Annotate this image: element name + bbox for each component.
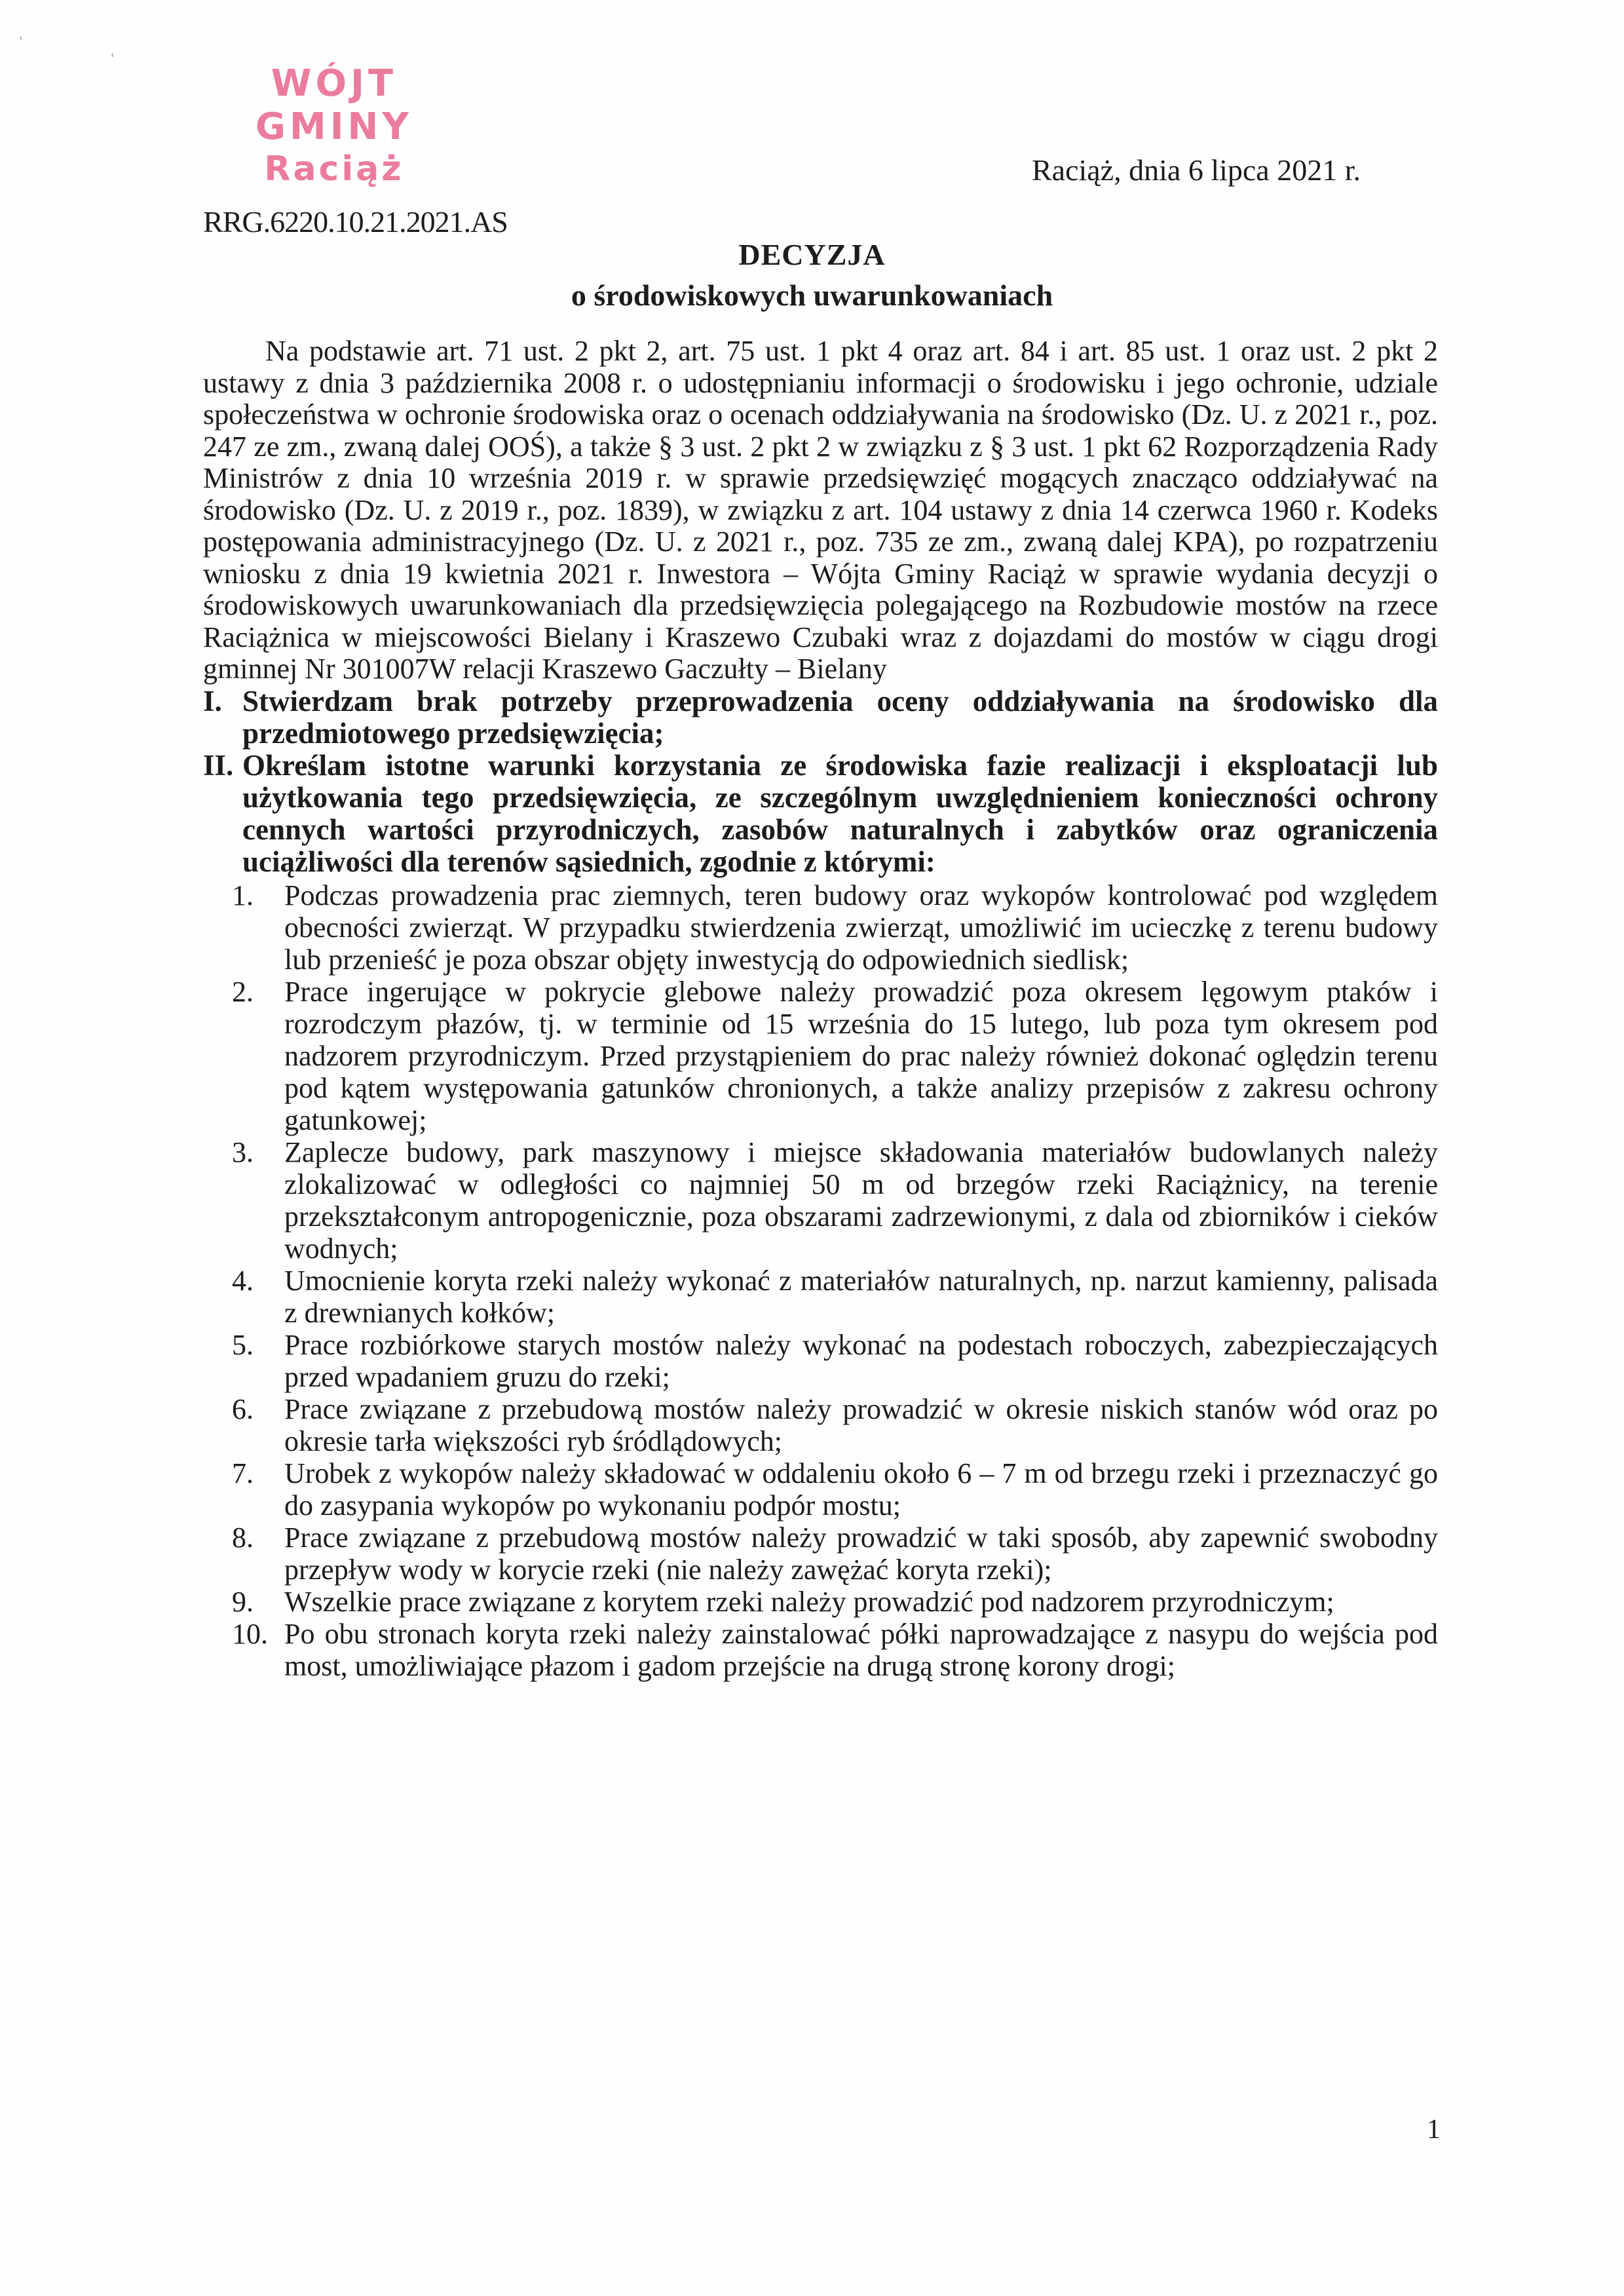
item-text: Prace rozbiórkowe starych mostów należy wykonać na podestach roboczych, zabezpieczających przed wpadaniem gruzu do rzeki; xyxy=(284,1328,1438,1393)
item-text: Zaplecze budowy, park maszynowy i miejsce składowania materiałów budowlanych należy zlokalizować w odległości co najmniej 50 m od brzegów rzeki Raciążnicy, na terenie przekształconym antropogenicznie, poza obszarami zadrzewionymi, z dala od zbiorników i cieków wodnych; xyxy=(284,1136,1438,1265)
list-item xyxy=(203,879,1438,976)
item-text: Umocnienie koryta rzeki należy wykonać z materiałów naturalnych, np. narzut kamienny, palisada z drewnianych kołków; xyxy=(284,1264,1438,1329)
item-text: Prace związane z przebudową mostów należy prowadzić w okresie niskich stanów wód oraz po okresie tarła większości ryb śródlądowych; xyxy=(284,1392,1438,1457)
office-stamp xyxy=(197,62,472,189)
document-subtitle: o środowiskowych uwarunkowaniach xyxy=(571,278,1053,312)
list-item xyxy=(203,1457,1438,1521)
list-item xyxy=(203,1393,1438,1457)
list-item xyxy=(203,1329,1438,1393)
item-number: 3. xyxy=(232,1136,254,1168)
item-text: Prace związane z przebudową mostów należy prowadzić w taki sposób, aby zapewnić swobodny przepływ wody w korycie rzeki (nie należy zawężać koryta rzeki); xyxy=(284,1521,1438,1586)
page-number: 1 xyxy=(1427,2114,1441,2145)
item-text: Po obu stronach koryta rzeki należy zainstalować półki naprowadzające z nasypu do wejścia pod most, umożliwiające płazom i gadom przejście na drugą stronę korony drogi; xyxy=(284,1617,1438,1682)
stamp-line-1: WÓJT GMINY xyxy=(255,62,413,148)
scan-artifact: ʾ xyxy=(18,34,24,50)
item-number: 7. xyxy=(232,1457,254,1489)
reference-number: RRG.6220.10.21.2021.AS xyxy=(203,205,508,239)
document-body xyxy=(203,335,1438,1682)
item-number: 10. xyxy=(232,1617,268,1650)
document-title: DECYZJA xyxy=(738,238,886,271)
list-item xyxy=(203,1618,1438,1682)
item-number: 6. xyxy=(232,1392,254,1425)
section-2 xyxy=(203,750,1438,878)
stamp-line-2: Raciąż xyxy=(264,149,404,189)
list-item xyxy=(203,1521,1438,1586)
list-item xyxy=(203,1136,1438,1265)
scan-artifact: ʿ xyxy=(110,51,115,67)
item-number: 5. xyxy=(232,1328,254,1361)
section-number: II. xyxy=(203,748,234,782)
item-number: 8. xyxy=(232,1521,254,1554)
item-text: Prace ingerujące w pokrycie glebowe należy prowadzić poza okresem lęgowym ptaków i rozrodczym płazów, tj. w terminie od 15 września do 15 lutego, lub poza tym okresem pod nadzorem przyrodniczym. Przed przystąpieniem do prac należy również dokonać oględzin terenu pod kątem występowania gatunków chronionych, a także analizy przepisów z zakresu ochrony gatunkowej; xyxy=(284,975,1438,1136)
item-number: 9. xyxy=(232,1585,254,1618)
item-text: Wszelkie prace związane z korytem rzeki należy prowadzić pod nadzorem przyrodniczym; xyxy=(284,1585,1334,1618)
section-1 xyxy=(203,685,1438,750)
section-text: Określam istotne warunki korzystania ze środowiska fazie realizacji i eksploatacji lub użytkowania tego przedsięwzięcia, ze szczególnym uwzględnieniem konieczności ochrony cennych wartości przyrodniczych, zasobów naturalnych i zabytków oraz ograniczenia uciążliwości dla terenów sąsiednich, zgodnie z którymi: xyxy=(242,748,1438,878)
item-text: Podczas prowadzenia prac ziemnych, teren budowy oraz wykopów kontrolować pod względem obecności zwierząt. W przypadku stwierdzenia zwierząt, umożliwić im ucieczkę z terenu budowy lub przenieść je poza obszar objęty inwestycją do odpowiednich siedlisk; xyxy=(284,879,1438,976)
item-number: 4. xyxy=(232,1264,254,1297)
list-item xyxy=(203,976,1438,1136)
preamble-paragraph: Na podstawie art. 71 ust. 2 pkt 2, art. 75 ust. 1 pkt 4 oraz art. 84 i art. 85 ust. 1 oraz ust. 2 pkt 2 ustawy z dnia 3 października 2008 r. o udostępnianiu informacji o środowisku i jego ochronie, udziale społeczeństwa w ochronie środowiska oraz o ocenach oddziaływania na środowisko (Dz. U. z 2021 r., poz. 247 ze zm., zwaną dalej OOŚ), a także § 3 ust. 2 pkt 2 w związku z § 3 ust. 1 pkt 62 Rozporządzenia Rady Ministrów z dnia 10 września 2019 r. w sprawie przedsięwzięć mogących znacząco oddziaływać na środowisko (Dz. U. z 2019 r., poz. 1839), w związku z art. 104 ustawy z dnia 14 czerwca 1960 r. Kodeks postępowania administracyjnego (Dz. U. z 2021 r., poz. 735 ze zm., zwaną dalej KPA), po rozpatrzeniu wniosku z dnia 19 kwietnia 2021 r. Inwestora – Wójta Gminy Raciąż w sprawie wydania decyzji o środowiskowych uwarunkowaniach dla przedsięwzięcia polegającego na Rozbudowie mostów na rzece Raciążnica w miejscowości Bielany i Kraszewo Czubaki wraz z dojazdami do mostów w ciągu drogi gminnej Nr 301007W relacji Kraszewo Gaczułty – Bielany xyxy=(203,335,1438,685)
section-text: Stwierdzam brak potrzeby przeprowadzenia oceny oddziaływania na środowisko dla przedmiotowego przedsięwzięcia; xyxy=(242,684,1438,750)
item-number: 2. xyxy=(232,975,254,1008)
place-date: Raciąż, dnia 6 lipca 2021 r. xyxy=(1032,153,1361,187)
list-item xyxy=(203,1586,1438,1618)
list-item xyxy=(203,1265,1438,1329)
item-number: 1. xyxy=(232,879,254,911)
section-number: I. xyxy=(203,684,222,718)
item-text: Urobek z wykopów należy składować w oddaleniu około 6 – 7 m od brzegu rzeki i przeznaczyć go do zasypania wykopów po wykonaniu podpór mostu; xyxy=(284,1457,1438,1521)
conditions-list xyxy=(203,879,1438,1682)
